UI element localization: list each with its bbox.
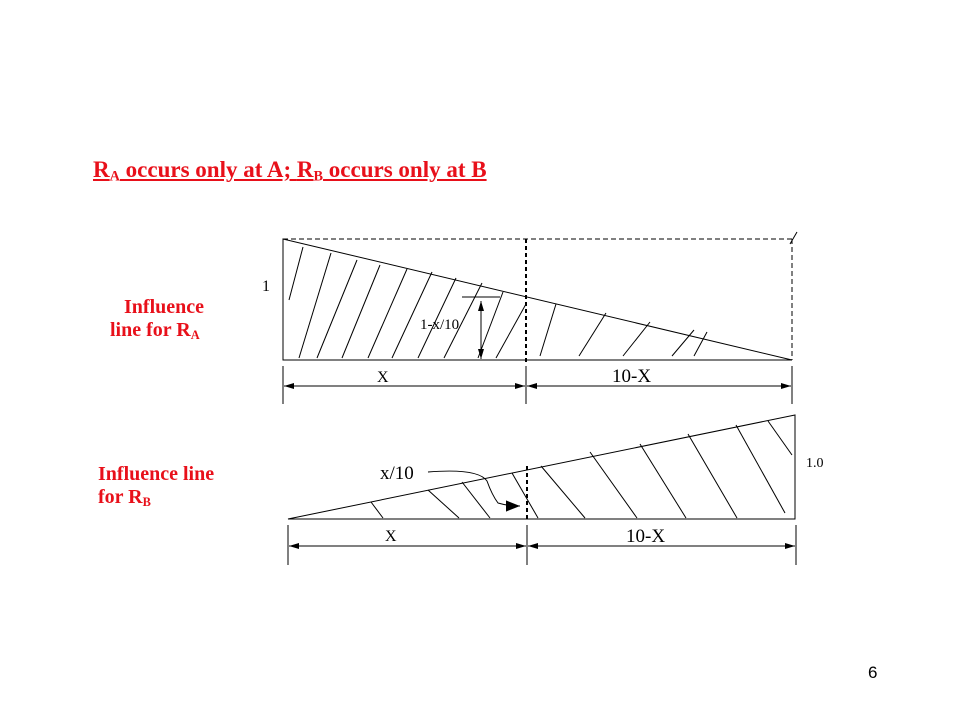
rb-dimension-lines (288, 525, 796, 565)
ra-influence-triangle (283, 239, 792, 360)
rb-hatching (371, 421, 792, 518)
rb-ordinate-right-value: 1.0 (806, 456, 824, 471)
title-rb-symbol: $R_B$ (296, 157, 324, 185)
ra-diagram (283, 232, 797, 404)
ra-ordinate-at-x: 1-x/10 (420, 317, 460, 333)
ra-ordinate-left-value: 1 (262, 278, 270, 295)
ra-dim-left-label: X (377, 369, 389, 386)
title-ra-symbol: $R_A$ (93, 157, 120, 185)
page-number: 6 (868, 663, 878, 682)
title-middle-text: occurs only at A; (119, 157, 297, 182)
rb-ordinate-pointer (428, 471, 520, 506)
ra-corner-tick (790, 232, 797, 244)
rb-dim-left-label: X (385, 528, 397, 545)
ra-label-line1: Influence (124, 296, 204, 318)
title-end-text: occurs only at B (323, 157, 487, 182)
ra-hatching (289, 247, 707, 358)
rb-ordinate-at-x: x/10 (380, 463, 414, 484)
ra-dim-right-label: 10-X (612, 366, 652, 387)
rb-dim-right-label: 10-X (626, 526, 666, 547)
ra-label-line2: line for $R_A$ (110, 319, 200, 343)
rb-label-line1: Influence line (98, 463, 215, 485)
rb-label-line2: for $R_B$ (98, 486, 151, 510)
rb-diagram (288, 415, 796, 565)
ra-dimension-lines (283, 366, 792, 404)
